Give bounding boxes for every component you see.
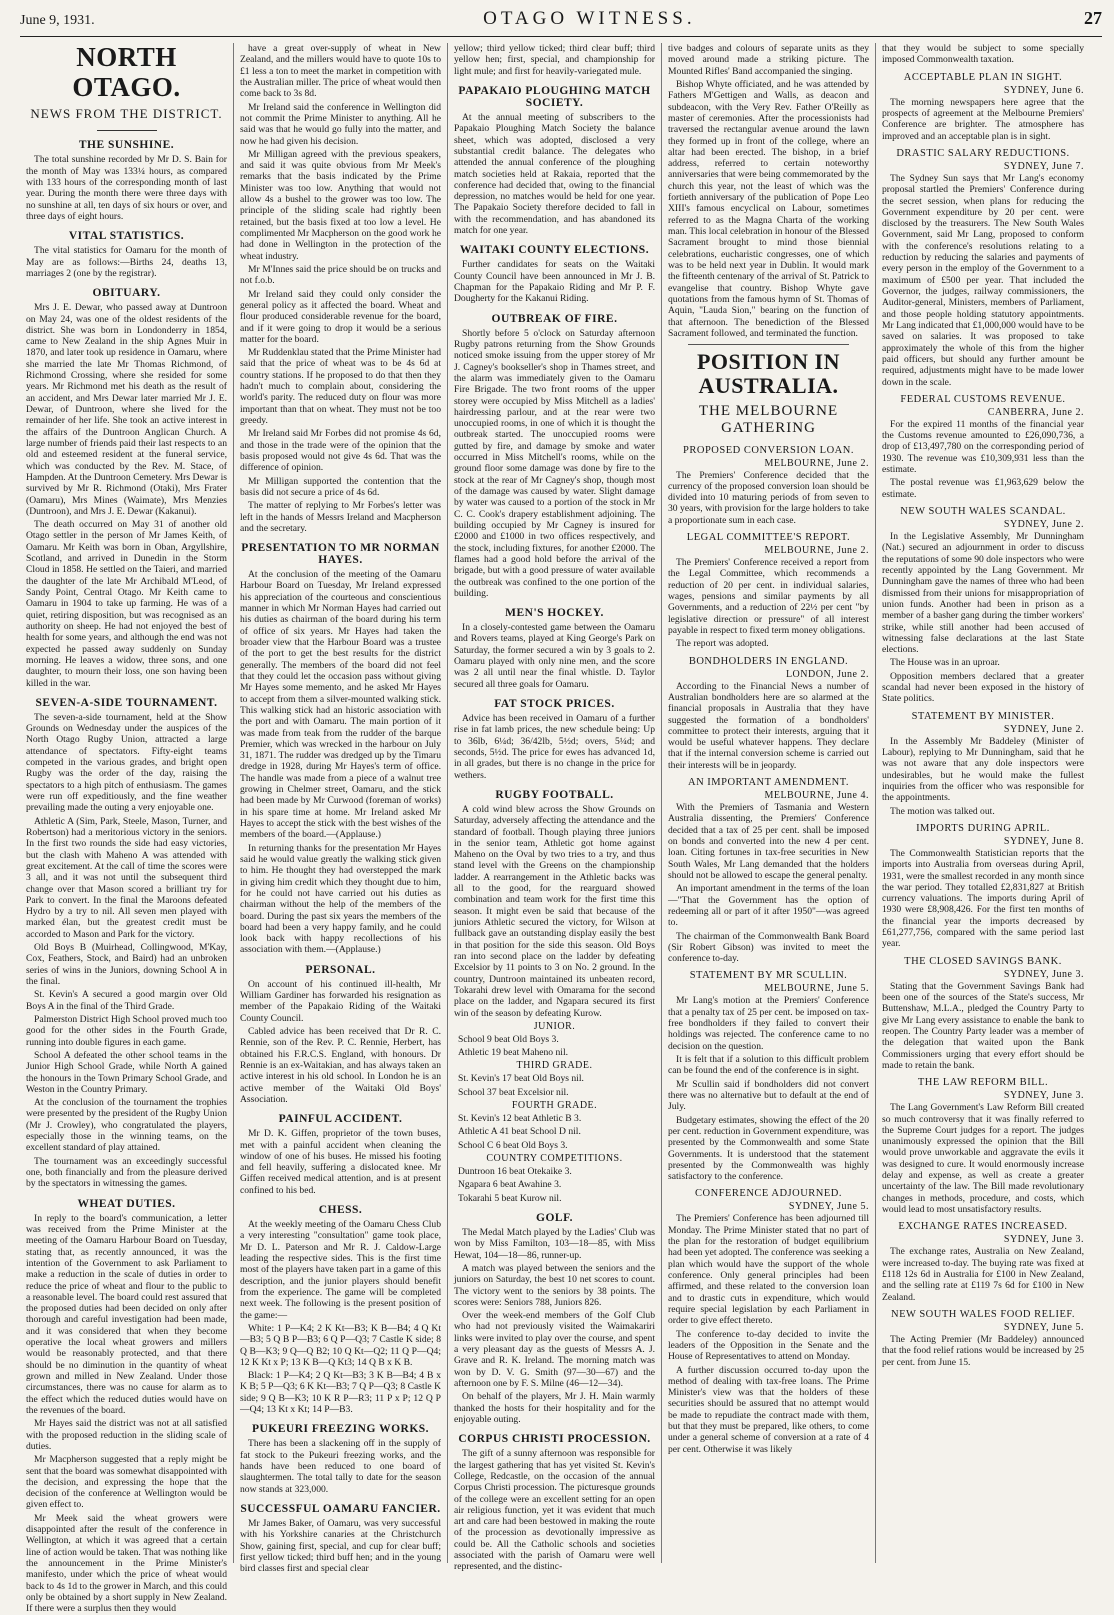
article-paragraph: Stating that the Government Savings Bank had been one of the sources of the State's success, Mr Buttenshaw, M.L.A., pledged the Country Party to give Mr Lang every assistance to enable the bank to reopen. The Country Party leader was a member of the delegation that waited upon the Bank Commissioners urging that every effort should be made to retain the bank. xyxy=(882,980,1084,1071)
article-paragraph: The total sunshine recorded by Mr D. S. Bain for the month of May was 133¼ hours, as compared with 133 hours of the corresponding month of last year. During the month there were three days with no sunshine at all, ten days of six hours or over, and three days of eight hours. xyxy=(26,154,227,222)
article-heading: WHEAT DUTIES. xyxy=(77,1197,176,1210)
article-paragraph: The Acting Premier (Mr Baddeley) announced that the food relief rations would be increased by 25 per cent. from June 15. xyxy=(882,1333,1084,1368)
article-heading: PERSONAL. xyxy=(305,963,376,976)
dateline: SYDNEY, June 7. xyxy=(1003,160,1084,172)
article-heading: VITAL STATISTICS. xyxy=(68,230,185,243)
article-paragraph: Cabled advice has been received that Dr R. C. Rennie, son of the Rev. P. C. Rennie, Herbert, has obtained his F.R.C.S. England, with honours. Dr Rennie is an ex-Waitakian, and has always taken an active interest in his old school. In London he is an active member of the Waitaki Old Boys' Association. xyxy=(240,1026,441,1105)
article-paragraph: The Premiers' Conference has been adjourned till Monday. The Prime Minister stated that no part of the plan for the restoration of budget equilibrium had been yet adopted. The conference was seeking a plan which would have the support of the whole conference. Only general principles had been affirmed, and these related to the conversion loan and to drastic cuts in expenditure, which would require special legislation by each Parliament in order to give effect thereto. xyxy=(668,1213,869,1327)
result-line: Duntroon 16 beat Otekaike 3. xyxy=(458,1166,572,1177)
result-line: School 37 beat Excelsior nil. xyxy=(458,1086,569,1098)
results-subheading: FOURTH GRADE. xyxy=(511,1100,598,1112)
article-paragraph: Bishop Whyte officiated, and he was attended by Fathers M'Gettigen and Walls, as deacon and subdeacon, with the Very Rev. Father O'Reilly as master of ceremonies. After the processionists had traversed the rectangular avenue around the lawn they formed up in front of the college, where an altar had been erected. The bishop, in a brief address, referred to certain noteworthy anniversaries that were being commemorated by the church this year, not the least of which was the fortieth anniversary of the publication of Pope Leo XIII's famous encyclical on Labour, sometimes referred to as the Magna Charta of the working man. This local celebration in honour of the Blessed Sacrament brought to mind those biennial celebrations, eucharistic congresses, one of which was to be held next year in Dublin. It would mark the fifteenth centenary of the arrival of St. Patrick to evangelise that country. Bishop Whyte gave quotations from the famous hymn of St. Thomas of Aquin, "Lauda Sion," bearing on the function of that afternoon. The benediction of the Blessed Sacrament followed, and terminated the function. xyxy=(668,78,869,339)
column-3 xyxy=(448,43,662,1573)
article-paragraph: tive badges and colours of separate units as they moved around made a striking picture. The Mounted Rifles' Band accompanied the singing. xyxy=(668,43,869,77)
dateline: SYDNEY, June 3. xyxy=(1003,1090,1084,1102)
article-heading: PAINFUL ACCIDENT. xyxy=(278,1113,403,1126)
article-heading: CORPUS CHRISTI PROCESSION. xyxy=(458,1433,651,1446)
article-heading: AN IMPORTANT AMENDMENT. xyxy=(687,777,850,789)
article-paragraph: Mr D. K. Giffen, proprietor of the town buses, met with a painful accident when cleaning the window of one of his buses. He missed his footing and fell heavily, suffering a dislocated knee. Mr Giffen received medical attention, and is at present confined to his bed. xyxy=(240,1128,441,1196)
article-paragraph: Palmerston District High School proved much too good for the other sides in the Fourth Grade, running into double figures in each game. xyxy=(26,1013,227,1048)
article-paragraph: yellow; third yellow ticked; third clear buff; third yellow hen; first, special, and championship for light mule; and first for heavily-variegated mule. xyxy=(454,43,655,77)
dateline: SYDNEY, June 3. xyxy=(1003,1234,1084,1246)
results-subheading: THIRD GRADE. xyxy=(516,1060,593,1072)
article-paragraph: Mr Ireland said the conference in Wellington did not commit the Prime Minister to anything. All he said was that he would go fully into the matter, and now he had given his decision. xyxy=(240,101,441,147)
page-number: 27 xyxy=(1084,8,1102,28)
article-paragraph: Mr Milligan agreed with the previous speakers, and said it was quite obvious from Mr Meek's remarks that the basis indicated by the Prime Minister was too low. Anything that would not allow 4s a bushel to the grower was too low. The principle of the sliding scale had rightly been retained, but the basis fixed at too low a level. He complimented Mr Macpherson on the good work he had done in Wellington in the protection of the wheat industry. xyxy=(240,148,441,262)
result-line: School C 6 beat Old Boys 3. xyxy=(458,1139,568,1151)
article-paragraph: Athletic A (Sim, Park, Steele, Mason, Turner, and Robertson) had a meritorious victory in the seniors. In the first two rounds the side had easy victories, but the clash with Maheno A was attended with great excitement. At the call of time the scores were 3 all, and it was not until the subsequent third change over that Mason scored a brilliant try for Park to convert. In the final the Maroons defeated Hydro by a try to nil. All seven men played with marked élan, but the greatest credit must be accorded to Mason and Park for the victory. xyxy=(26,815,227,940)
article-paragraph: Over the week-end members of the Golf Club who had not previously visited the Waimakariri links were invited to play over the course, and spent a very pleasant day as the guests of Messrs A. J. Grave and R. K. Ireland. The morning match was won by D. V. G. Smith (97—30—67) and the afternoon one by F. S. Milne (46—12—34). xyxy=(454,1310,655,1389)
article-paragraph: Mr Macpherson suggested that a reply might be sent that the board was somewhat disappointed with the decision, and expressing the hope that the decision of the conference at Wellington would be given effect to. xyxy=(26,1454,227,1511)
article-heading: WAITAKI COUNTY ELECTIONS. xyxy=(459,244,650,257)
article-paragraph: The Medal Match played by the Ladies' Club was won by Miss Familton, 103—18—85, with Miss Hewat, 104—18—86, runner-up. xyxy=(454,1226,655,1261)
article-paragraph: The exchange rates, Australia on New Zealand, were increased to-day. The buying rate was fixed at £118 12s 6d in Australia for £100 in New Zealand, and the selling rate at £119 7s 6d for £100 in New Zealand. xyxy=(882,1246,1084,1303)
article-paragraph: Old Boys B (Muirhead, Collingwood, M'Kay, Cox, Feathers, Stock, and Baird) had an unbroken series of wins in the Juniors, downing School A in the final. xyxy=(26,942,227,987)
dateline: CANBERRA, June 2. xyxy=(987,406,1084,418)
article-paragraph: The death occurred on May 31 of another old Otago settler in the person of Mr James Keith, of Oamaru. Mr Keith was born in Oban, Argyllshire, Scotland, and arrived in Dunedin in the Storm Cloud in 1858. He settled on the Taieri, and married the daughter of the late Mr Archibald M'Leod, of Sandy Point, Central Otago. Mr Keith came to Oamaru in 1904 to take up farming. He was of a quiet, retiring disposition, but was recognised as an authority on sheep. He had not enjoyed the best of health for some years, and although the end was not expected he passed away suddenly on Sunday morning. He leaves a widow, three sons, and one daughter, to mourn their loss, one son having been killed in the war. xyxy=(26,519,227,689)
article-paragraph: Mr James Baker, of Oamaru, was very successful with his Yorkshire canaries at the Christchurch Show, gaining first, special, and cup for clear buff; first yellow ticked; third buff hen; and in the young bird classes first and special clear xyxy=(240,1517,441,1575)
article-heading: EXCHANGE RATES INCREASED. xyxy=(898,1221,1068,1233)
article-heading: FEDERAL CUSTOMS REVENUE. xyxy=(900,393,1066,405)
article-paragraph: The vital statistics for Oamaru for the month of May are as follows:—Births 24, deaths 13, marriages 2 (one by the registrar). xyxy=(26,245,227,279)
article-heading: PRESENTATION TO MR NORMAN HAYES. xyxy=(241,542,440,567)
results-subheading: JUNIOR. xyxy=(533,1020,576,1032)
article-paragraph: It is felt that if a solution to this difficult problem can be found the end of the conference is in sight. xyxy=(668,1054,869,1077)
article-paragraph: At the weekly meeting of the Oamaru Chess Club a very interesting "consultation" game took place, Mr D. L. Paterson and Mr R. J. Caldow-Large leading the respective sides. This is the first time most of the players have taken part in a game of this description, and the junior players should benefit from the experience. The game will be completed next week. The following is the present position of the game:— xyxy=(240,1219,441,1321)
article-paragraph: Budgetary estimates, showing the effect of the 20 per cent. reduction in Government expenditure, was presented by the Commonwealth and some State Governments. It is understood that the statement presented by the Commonwealth was highly satisfactory to the conference. xyxy=(668,1114,869,1183)
dateline: SYDNEY, June 5. xyxy=(788,1201,869,1213)
article-paragraph: In a closely-contested game between the Oamaru and Rovers teams, played at King George's Park on Saturday, the former secured a win by 3 goals to 2. Oamaru played with only nine men, and the score was 2 all until near the final whistle. D. Taylor secured all three goals for Oamaru. xyxy=(454,622,655,690)
article-paragraph: According to the Financial News a number of Australian bondholders here are so alarmed at the financial proposals in Australia that they have suggested the formation of a bondholders' committee to protect their interests, arguing that it would be useful whatever happens. They declare that if the internal conversion scheme is carried out their interests will be in jeopardy. xyxy=(668,680,869,771)
article-paragraph: St. Kevin's A secured a good margin over Old Boys A in the final of the Third Grade. xyxy=(26,989,227,1012)
article-paragraph: The postal revenue was £1,963,629 below the estimate. xyxy=(882,477,1084,500)
section-subheading: THE MELBOURNE GATHERING xyxy=(698,402,839,436)
dateline: SYDNEY, June 2. xyxy=(1003,723,1084,735)
article-heading: PROPOSED CONVERSION LOAN. xyxy=(683,444,854,456)
article-heading: CHESS. xyxy=(318,1204,363,1217)
article-paragraph: The Sydney Sun says that Mr Lang's economy proposal startled the Premiers' Conference during the secret session, when plans for reducing the Government expenditure by 20 per cent. were disclosed by the treasurers. The New South Wales Government, said Mr Lang, proposed to conform with the conference's resolutions relating to a reduction by reducing the salaries and payments of every person in the employ of the Government to a maximum of £500 per year. That included the Governor, the judges, railway commissioners, the Auditor-general, Ministers, members of Parliament, and those people holding statutory appointments. Mr Lang indicated that £1,000,000 would have to be saved on salaries. It was proposed to take approximately the whole of this from the higher paid officers, but should any further amount be required, adjustments might have to be made lower down in the scale. xyxy=(882,172,1084,388)
article-paragraph: A match was played between the seniors and the juniors on Saturday, the best 10 net scores to count. The victory went to the seniors by 38 points. The scores were: Seniors 788, Juniors 826. xyxy=(454,1262,655,1308)
section-heading-north-otago: NORTH OTAGO. xyxy=(72,42,181,102)
article-paragraph: Mr Milligan supported the contention that the basis did not secure a price of 4s 6d. xyxy=(240,475,441,498)
dateline: MELBOURNE, June 5. xyxy=(764,983,869,995)
dateline: MELBOURNE, June 2. xyxy=(764,457,869,469)
article-paragraph: Further candidates for seats on the Waitaki County Council have been announced in Mr J. B. Chapman for the Papakaio Riding and Mr P. F. Dougherty for the Kakanui Riding. xyxy=(454,259,655,305)
article-heading: FAT STOCK PRICES. xyxy=(494,698,615,710)
article-heading: THE LAW REFORM BILL. xyxy=(917,1077,1049,1089)
result-line: School 9 beat Old Boys 3. xyxy=(458,1033,559,1045)
column-2 xyxy=(234,43,448,1575)
dateline: MELBOURNE, June 4. xyxy=(764,790,869,802)
article-heading: MEN'S HOCKEY. xyxy=(505,607,604,620)
section-heading-position-in-australia: POSITION IN AUSTRALIA. xyxy=(696,349,841,399)
article-paragraph: The conference to-day decided to invite the leaders of the Opposition in the Senate and the House of Representatives to attend on Monday. xyxy=(668,1328,869,1363)
section-subheading: NEWS FROM THE DISTRICT. xyxy=(30,106,223,122)
article-paragraph: A further discussion occurred to-day upon the method of dealing with tax-free loans. The Prime Minister's view was that the holders of these securities should be assured that no attempt would be made to repudiate the contract made with them, but that they must be prepared, like others, to come under a general scheme of conversion at a rate of 4 per cent. Otherwise it was likely xyxy=(668,1364,869,1455)
masthead xyxy=(20,8,1102,37)
article-paragraph: Mr Ruddenklau stated that the Prime Minister had said that the price of wheat was to be 4s 6d at country stations. If he proposed to do that then they hadn't much to complain about, considering the world's parity. The reduced duty on flour was more important than that on wheat. They must not be too greedy. xyxy=(240,347,441,426)
article-heading: NEW SOUTH WALES SCANDAL. xyxy=(900,506,1066,517)
result-line: Athletic A 41 beat School D nil. xyxy=(458,1126,581,1138)
article-heading: RUGBY FOOTBALL. xyxy=(495,788,614,801)
article-heading: THE CLOSED SAVINGS BANK. xyxy=(904,955,1062,967)
article-paragraph: The Lang Government's Law Reform Bill created so much controversy that it was finally referred to the Supreme Court judges for a report. The judges unanimously expressed the opinion that the Bill would prove unworkable and aggravate the evils it was designed to cure. It would enormously increase delay and expense, as well as create a greater uncertainty of the law. The Bill made revolutionary changes in methods, procedure, and costs, which would lead to most unsatisfactory results. xyxy=(882,1102,1084,1215)
article-paragraph: For the expired 11 months of the financial year the Customs revenue amounted to £26,090,736, a drop of £13,497,780 on the corresponding period of 1930. The revenue was £10,309,931 less than the estimate. xyxy=(882,418,1084,476)
article-heading: SEVEN-A-SIDE TOURNAMENT. xyxy=(35,696,218,709)
article-paragraph: Shortly before 5 o'clock on Saturday afternoon Rugby patrons returning from the Show Grounds noticed smoke issuing from the upper storey of Mr J. Cagney's bookseller's shop in Thames street, and the alarm was immediately given to the Oamaru Fire Brigade. The two front rooms of the upper storey were occupied by Miss Mitchell as a ladies' hairdressing parlour, and at the rear were two unoccupied rooms, in one of which it is thought the outbreak started. The unoccupied rooms were gutted by fire, and damage by smoke and water occurred in Miss Mitchell's rooms, while on the ground floor some damage was done by fire to the stock at the rear of Mr Cagney's shop, though most of the damage was caused by water. Slight damage by water was caused to a portion of the stock in Mr C. C. Cook's drapery establishment adjoining. The building occupied by Mr Cagney is insured for £2000 and £1000 in two offices respectively, and the stock, including fixtures, for another £2000. The flames had a good hold before the arrival of the brigade, but with a good pressure of water available the outbreak was confined to the one portion of the building. xyxy=(454,327,655,599)
result-line: Ngapara 6 beat Awahine 3. xyxy=(458,1179,562,1191)
newspaper-title: OTAGO WITNESS. xyxy=(483,8,696,29)
article-heading: SUCCESSFUL OAMARU FANCIER. xyxy=(240,1502,441,1515)
article-heading: PUKEURI FREEZING WORKS. xyxy=(251,1423,430,1436)
article-paragraph: On behalf of the players, Mr J. H. Main warmly thanked the hosts for their hospitality and for the enjoyable outing. xyxy=(454,1391,655,1425)
article-heading: BONDHOLDERS IN ENGLAND. xyxy=(688,655,849,667)
article-heading: IMPORTS DURING APRIL. xyxy=(916,822,1050,834)
dateline: SYDNEY, June 3. xyxy=(1003,968,1084,980)
dateline: LONDON, June 2. xyxy=(785,668,869,680)
article-paragraph: The motion was talked out. xyxy=(890,805,995,817)
article-heading: OBITUARY. xyxy=(92,287,161,300)
divider xyxy=(97,130,157,131)
dateline: SYDNEY, June 2. xyxy=(1003,519,1084,530)
article-paragraph: The House was in an uproar. xyxy=(890,657,1000,669)
article-paragraph: The gift of a sunny afternoon was responsible for the largest gathering that has yet visited St. Kevin's College, Redcastle, on the occasion of the annual Corpus Christi procession. The picturesque grounds of the college were an excellent setting for an open air religious function, yet it was evident that much art and care had been bestowed in making the route of the procession as devotionally impressive as could be. All the Catholic schools and societies associated with the parish of Oamaru were well represented, and the distinc- xyxy=(454,1448,655,1573)
article-heading: THE SUNSHINE. xyxy=(78,139,175,152)
article-paragraph: The seven-a-side tournament, held at the Show Grounds on Wednesday under the auspices of the North Otago Rugby Union, attracted a large attendance of spectators. Fifty-eight teams competed in the various grades, and bright open Rugby was the order of the day, raising the spectators to a high pitch of enthusiasm. The games were run off expeditiously, and the fine weather prevailing made the outing a very enjoyable one. xyxy=(26,711,227,814)
article-paragraph: White: 1 P—K4; 2 K Kt—B3; K B—B4; 4 Q Kt—B3; 5 Q B P—B3; 6 Q P—Q3; 7 Castle K side; 8 Q B—K3; 9 Q—Q B2; 10 Q Kt—Q2; 11 Q P—Q4; 12 K Kt x P; 13 K B—Q Kt3; 14 Q B x K B. xyxy=(240,1322,441,1368)
result-line: St. Kevin's 17 beat Old Boys nil. xyxy=(458,1073,584,1085)
article-paragraph: On account of his continued ill-health, Mr William Gardiner has forwarded his resignation as member of the Papakaio Riding of the Waitaki County Council. xyxy=(240,978,441,1024)
results-subheading: COUNTRY COMPETITIONS. xyxy=(486,1153,623,1164)
divider xyxy=(688,344,849,345)
article-heading: CONFERENCE ADJOURNED. xyxy=(694,1188,842,1200)
article-paragraph: Mr Lang's motion at the Premiers' Conference that a penalty tax of 25 per cent. be imposed on tax-free bondholders if they failed to convert their holdings was rejected. The conference came to no decision on the question. xyxy=(668,995,869,1052)
article-paragraph: A cold wind blew across the Show Grounds on Saturday, adversely affecting the attendance and the standard of football. Though playing three juniors in the senior team, Athletic got home against Maheno on the Oval by two tries to a try, and thus stand level with the Greens on the championship ladder. A rearrangement in the Athletic backs was all to the good, for the rearguard showed combination and team work for the first time this season. It might even be said that because of the juniors Athletic secured the victory, for Wilson at fullback gave an outstanding display easily the best in that position for the side this season. Old Boys ran into second place on the ladder by defeating Excelsior by 11 points to 3 on No. 2 ground. In the country, Duntroon maintained its unbeaten record, Tokarahi drew level with Omarama for the second place on the ladder, and Ngapara secured its first win of the season by defeating Kurow. xyxy=(454,803,655,1019)
article-paragraph: School A defeated the other school teams in the Junior High School Grade, while North A gained the honours in the Town Primary School Grade, and Weston in the Country Primary. xyxy=(26,1049,227,1095)
column-4 xyxy=(662,43,876,1563)
article-paragraph: At the conclusion of the meeting of the Oamaru Harbour Board on Tuesday, Mr Ireland expressed his appreciation of the courteous and conscientious manner in which Mr Norman Hayes had carried out his duties as chairman of the board during his term of office of six years. Mr Hayes had taken the broader view that the Harbour Board was a trustee of the port to get the best results for the district generally. The members of the board did not feel that they could let the occasion pass without giving Mr Hayes some memento, and he asked Mr Hayes to accept from them a silver-mounted walking stick. This walking stick had an historic association with the port and with Oamaru. The main portion of it was made from teak from the rudder of the barque Premier, which was wrecked in the harbour on July 31, 1871. The rudder was dredged up by the Timaru dredge in 1928, during Mr Hayes's term of office. The handle was made from a piece of a walnut tree growing in Chelmer street, Oamaru, and the stick had been made by Mr Curwood (foreman of works) in his spare time at home. Mr Ireland asked Mr Hayes to accept the stick with the best wishes of the members of the board.—(Applause.) xyxy=(240,569,441,841)
article-paragraph: Mr Meek said the wheat growers were disappointed after the result of the conference in Wellington, at which it was agreed that a certain line of action would be taken. That was nothing like the announcement in the Prime Minister's manifesto, under which the price of wheat would back to 4s 1d to the grower in March, and this could only be obtained by a short supply in New Zealand. If there were a surplus then they would xyxy=(26,1512,227,1615)
article-paragraph: The report was adopted. xyxy=(676,638,769,650)
article-paragraph: Mr Scullin said if bondholders did not convert there was no alternative but to default at the end of July. xyxy=(668,1078,869,1113)
article-paragraph: Advice has been received in Oamaru of a further rise in fat lamb prices, the new schedule being: Up to 36lb, 6¼d; 36/42lb, 5½d; overs, 5¼d; and seconds, 5½d. The price for ewes has advanced 1d, in all grades, but there is no change in the price for wethers. xyxy=(454,713,655,781)
article-paragraph: The morning newspapers here agree that the prospects of agreement at the Melbourne Premiers' Conference are brighter. The atmosphere has improved and an acceptable plan is in sight. xyxy=(882,96,1084,142)
columns xyxy=(20,42,1102,1615)
column-5 xyxy=(876,43,1090,1563)
article-heading: STATEMENT BY MR SCULLIN. xyxy=(689,970,848,982)
dateline: SYDNEY, June 5. xyxy=(1003,1321,1084,1333)
article-heading: NEW SOUTH WALES FOOD RELIEF. xyxy=(891,1308,1075,1320)
article-paragraph: that they would be subject to some specially imposed Commonwealth taxation. xyxy=(882,43,1084,66)
article-heading: DRASTIC SALARY REDUCTIONS. xyxy=(896,147,1070,159)
article-paragraph: In the Legislative Assembly, Mr Dunningham (Nat.) secured an adjournment in order to discuss the reputations of some 90 dole inspectors who were recently appointed by the Lang Government. Mr Dunningham gave the names of three who had been dismissed from their unions for misappropriation of union funds. Another had been in prison as a member of a basher gang during the timber workers' strike, while still another had been accused of witnessing false declarations at the last State elections. xyxy=(882,531,1084,656)
dateline: SYDNEY, June 8. xyxy=(1003,835,1084,847)
result-line: St. Kevin's 12 beat Athletic B 3. xyxy=(458,1113,582,1125)
article-paragraph: Black: 1 P—K4; 2 Q Kt—B3; 3 K B—B4; 4 B x K B; 5 P—Q3; 6 K Kt—B3; 7 Q P—Q3; 8 Castle K side; 9 Q B—K3; 10 K R P—R3; 11 P x P; 12 Q P—Q4; 13 Kt x Kt; 14 P—B3. xyxy=(240,1370,441,1416)
result-line: Tokarahi 5 beat Kurow nil. xyxy=(458,1192,562,1204)
issue-date: June 9, 1931. xyxy=(20,13,95,28)
article-paragraph: Mr Hayes said the district was not at all satisfied with the proposed reduction in the sliding scale of duties. xyxy=(26,1418,227,1452)
article-paragraph: In the Assembly Mr Baddeley (Minister of Labour), replying to Mr Dunningham, said that he was not aware that any dole inspectors were undesirables, but he would make the fullest inquiries from the officer who was responsible for the appointments. xyxy=(882,735,1084,804)
article-paragraph: At the annual meeting of subscribers to the Papakaio Ploughing Match Society the balance sheet, which was adopted, disclosed a very substantial credit balance. The delegates who attended the annual conference of the ploughing match societies held at Rakaia, reported that the conference had decided that, owing to the financial depression, no matches would be held for one year. The Papakaio Society therefore decided to fall in with the recommendation, and has abandoned its match for one year. xyxy=(454,111,655,237)
article-paragraph: have a great over-supply of wheat in New Zealand, and the millers would have to quote 10s to £1 less a ton to meet the market in competition with the Australian miller. The price of wheat would then come back to 3s 8d. xyxy=(240,43,441,100)
article-paragraph: The matter of replying to Mr Forbes's letter was left in the hands of Messrs Ireland and Macpherson and the secretary. xyxy=(240,500,441,534)
article-heading: GOLF. xyxy=(536,1211,573,1224)
article-heading: STATEMENT BY MINISTER. xyxy=(911,710,1055,722)
column-1 xyxy=(20,42,234,1615)
article-paragraph: The Premiers' Conference received a report from the Legal Committee, which recommends a reduction of 20 per cent. in individual salaries, wages, pensions and similar payments by all Governments, and a reduction of 22½ per cent "by legislative direction or pressure" of all interest payable in respect to fixed term money obligations. xyxy=(668,557,869,636)
article-paragraph: There has been a slackening off in the supply of fat stock to the Pukeuri freezing works, and the hands have been reduced to one board of slaughtermen. The total tally to date for the season now stands at 323,000. xyxy=(240,1438,441,1495)
article-paragraph: At the conclusion of the tournament the trophies were presented by the president of the Rugby Union (Mr J. Crowley), who congratulated the players, especially those in the winning teams, on the excellent standard of play attained. xyxy=(26,1097,227,1154)
article-heading: LEGAL COMMITTEE'S REPORT. xyxy=(686,532,851,544)
article-paragraph: The Premiers' Conference decided that the currency of the proposed conversion loan should be divided into 10 maturing periods of from seven to 30 years, with provision for the large holders to take a proportionate sum in each case. xyxy=(668,469,869,526)
article-paragraph: Mr Ireland said Mr Forbes did not promise 4s 6d, and those in the trade were of the opinion that the basis proposed would not give 4s 6d. That was the difference of opinion. xyxy=(240,428,441,474)
article-paragraph: Mrs J. E. Dewar, who passed away at Duntroon on May 24, was one of the oldest residents of the district. She was born in Londonderry in 1854, came to New Zealand in the ship Agnes Muir in 1870, and later took up residence in Oamaru, where she married the late Mr Thomas Richmond, of Richmond Crossing, where she resided for some years. Mr Richmond met his death as the result of an accident, and Mrs Dewar later married Mr J. E. Dewar, of Duntroon, where she lived for the remainder of her life. She took an active interest in the affairs of the Duntroon Anglican Church. A large number of friends paid their last respects to an old and esteemed resident at the funeral service, which was conducted by the Rev. M. Stace, of Hampden. At the Duntroon Cemetery. Mrs Dewar is survived by Mr R. Richmond (Otaki), Mrs Frater (Oamaru), Mrs Mines (Waimate), Mrs Menzies (Duntroon), and Mrs J. E. Dewar (Kakanui). xyxy=(26,302,227,517)
article-paragraph: Opposition members declared that a greater scandal had never been exposed in the history of State politics. xyxy=(882,670,1084,705)
article-paragraph: The tournament was an exceedingly successful one, both financially and from the pleasure derived by the spectators in witnessing the games. xyxy=(26,1155,227,1190)
article-paragraph: With the Premiers of Tasmania and Western Australia dissenting, the Premiers' Conference decided that a tax of 25 per cent. shall be imposed on bonds and converted into the new 4 per cent. loan. Citing fortunes in tax-free securities in New South Wales, Mr Lang demanded that the holders should not be allowed to escape the general penalty. xyxy=(668,802,869,881)
article-paragraph: Mr Ireland said they could only consider the general policy as it affected the board. Wheat and flour produced considerable revenue for the board, and if it were going to drop it would be a serious matter for the board. xyxy=(240,288,441,345)
article-heading: PAPAKAIO PLOUGHING MATCH SOCIETY. xyxy=(458,84,651,109)
article-paragraph: In returning thanks for the presentation Mr Hayes said he would value greatly the walking stick given to him. He thought they had overstepped the mark in giving him credit which they thought due to him, for he could not have carried out his duties as chairman without the help of the members of the board. During the past six years the members of the board had been a very happy family, and he could look back with happy recollections of his association with them.—(Applause.) xyxy=(240,842,441,956)
result-line: Athletic 19 beat Maheno nil. xyxy=(458,1047,569,1059)
article-paragraph: An important amendment in the terms of the loan—"That the Government has the option of redeeming all or part of it after 1950"—was agreed to. xyxy=(668,883,869,929)
article-paragraph: The Commonwealth Statistician reports that the imports into Australia from overseas during April, 1931, were the smallest recorded in any month since the war period. They totalled £2,831,827 at British currency valuations. The imports during April of 1930 were £8,908,426. For the first ten months of the financial year the imports decreased by £61,277,756, compared with the same period last year. xyxy=(882,847,1084,950)
article-heading: OUTBREAK OF FIRE. xyxy=(491,312,618,325)
article-paragraph: In reply to the board's communication, a letter was received from the Prime Minister at the meeting of the Oamaru Harbour Board on Tuesday, stating that, as recently announced, it was the intention of the Government to ask Parliament to make a reduction in the scale of duties in order to reduce the price of wheat and flour to the public to a reasonable level. The board could rest assured that the proposed duties had been decided on only after thorough and careful investigation had been made, and it was considered that when they become operative the local wheat growers and millers would be reasonably protected, and that there should be no diminution in the quantity of wheat grown and milled in New Zealand. Under those circumstances, there was no cause for alarm as to the effect which the reduced duties would have on the revenues of the board. xyxy=(26,1212,227,1416)
article-paragraph: The chairman of the Commonwealth Bank Board (Sir Robert Gibson) was invited to meet the conference to-day. xyxy=(668,930,869,965)
article-paragraph: Mr M'Innes said the price should be on trucks and not f.o.b. xyxy=(240,263,441,287)
dateline: MELBOURNE, June 2. xyxy=(764,545,869,557)
dateline: SYDNEY, June 6. xyxy=(1003,84,1084,96)
article-heading: ACCEPTABLE PLAN IN SIGHT. xyxy=(903,71,1063,83)
